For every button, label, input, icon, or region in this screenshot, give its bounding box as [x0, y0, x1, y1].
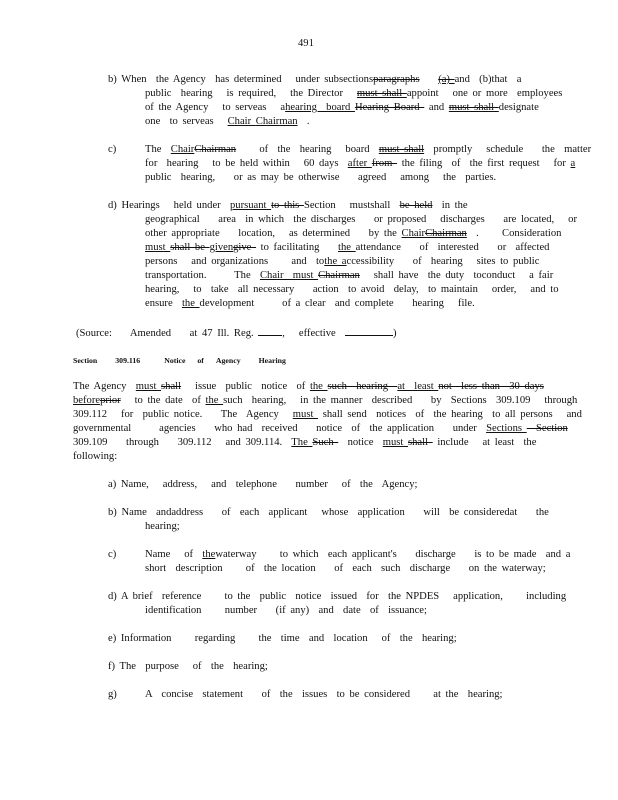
notice-line-4: governmental agencies who had received notice of the application under Sections Section [73, 423, 568, 434]
para-d-line-1: d) Hearings held under pursuant to this Section mustshall be held in the [108, 200, 468, 211]
item-d-line-2: identification number (if any) and date of issuance; [145, 605, 427, 616]
para-d-line-6: transportation. The Chair must Chairman shall have the duty toconduct a fair [145, 270, 554, 281]
notice-line-1: The Agency must shall issue public notice of the such hearing at least not less than 30 days [73, 381, 544, 392]
notice-line-5: 309.109 through 309.112 and 309.114. The Such notice must shall include at least the [73, 437, 537, 448]
para-b-line-1: b) When the Agency has determined under subsectionsparagraphs (a) and (b)that a [108, 74, 522, 85]
item-a: a) Name, address, and telephone number of the Agency; [108, 479, 418, 490]
para-d-line-5: persons and organizations and tothe accessibility of hearing sites to public [145, 256, 540, 267]
item-g-line-1: A concise statement of the issues to be considered at the hearing; [145, 689, 503, 700]
para-d-line-8: ensure the development of a clear and complete hearing file. [145, 298, 475, 309]
item-d-line-1: d) A brief reference to the public notice issued for the NPDES application, including [108, 591, 567, 602]
page-number: 491 [298, 38, 314, 49]
item-f: f) The purpose of the hearing; [108, 661, 268, 672]
item-e: e) Information regarding the time and location of the hearing; [108, 633, 457, 644]
item-b-line-2: hearing; [145, 521, 180, 532]
item-c-line-2: short description of the location of each such discharge on the waterway; [145, 563, 546, 574]
para-b-line-4: one to serveas Chair Chairman . [145, 116, 310, 127]
para-c-label: c) [108, 144, 117, 155]
source-note: (Source: Amended at 47 Ill. Reg. , effective ) [76, 325, 397, 340]
para-d-line-7: hearing, to take all necessary action to avoid delay, to maintain order, and to [145, 284, 559, 295]
item-g-label: g) [108, 689, 117, 700]
para-d-line-4: must shall be givengive to facilitating the attendance of interested or affected [145, 242, 550, 253]
para-d-line-3: other appropriate location, as determined by the ChairChairman . Consideration [145, 228, 562, 239]
item-c-line-1: Name of thewaterway to which each applicant's discharge is to be made and a [145, 549, 571, 560]
notice-line-3: 309.112 for public notice. The Agency must shall send notices of the hearing to all persons and [73, 409, 582, 420]
notice-line-2: beforeprior to the date of the such hearing, in the manner described by Sections 309.109 through [73, 395, 578, 406]
para-b-line-3: of the Agency to serveas ahearing board Hearing Board and must shall designate [145, 102, 539, 113]
para-c-line-2: for hearing to be held within 60 days after from the filing of the first request for a [145, 158, 576, 169]
para-d-line-2: geographical area in which the discharges or proposed discharges are located, or [145, 214, 577, 225]
notice-line-6: following: [73, 451, 118, 462]
para-c-line-3: public hearing, or as may be otherwise agreed among the parties. [145, 172, 497, 183]
para-c-line-1: The ChairChairman of the hearing board must shall promptly schedule the matter [145, 144, 592, 155]
item-c-label: c) [108, 549, 117, 560]
item-b-line-1: b) Name andaddress of each applicant whose application will be consideredat the [108, 507, 549, 518]
section-heading: Section 309.116 Notice of Agency Hearing [73, 356, 286, 365]
para-b-line-2: public hearing is required, the Director must shall appoint one or more employees [145, 88, 563, 99]
